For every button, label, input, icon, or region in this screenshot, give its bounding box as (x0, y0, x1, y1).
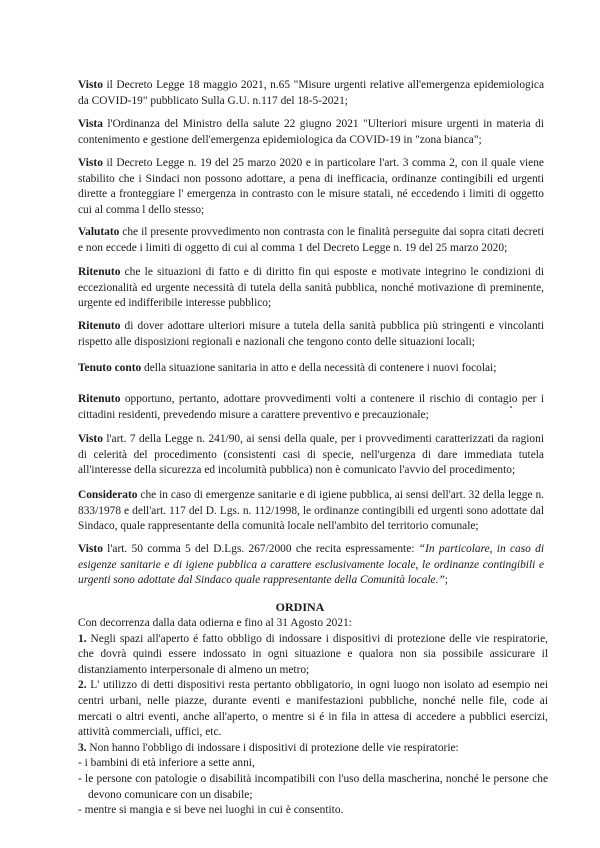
paragraph-lead: Visto (78, 543, 103, 555)
paragraph-lead: Ritenuto (78, 393, 121, 405)
paragraph-text: il Decreto Legge 18 maggio 2021, n.65 "Misure urgenti relative all'emergenza epidemiologica da COVID-19" pubblicato Sulla G.U. n.117 del 18-5-2021; (78, 79, 544, 107)
item-text: Negli spazi all'aperto é fatto obbligo di indossare i dispositivi di protezione delle vie respiratorie, che dovrà quindi essere indossato in ogni situazione e qualora non sia possibile assicurare il distanziamento interpersonale di almeno un metro; (78, 632, 548, 676)
paragraph-text: opportuno, pertanto, adottare provvedimenti volti a contenere il rischio di contagio per i cittadini residenti, prevedendo misure a carattere preventivo e precauzionale; (78, 393, 544, 421)
visto-paragraph-3 (78, 156, 544, 218)
paragraph-lead: Ritenuto (78, 266, 121, 278)
paragraph-tail: ; (444, 574, 448, 587)
item-text: L' utilizzo di detti dispositivi resta pertanto obbligatorio, in ogni luogo non isolato ad esempio nei centri urbani, nelle piazze, durante eventi e manifestazioni pubbliche, nonché nelle file, code ai mercati o altri eventi, anche all'aperto, o mentre si é in fila in attesa di accedere a pubblici esercizi, attività commerciali, uffici, etc. (78, 679, 548, 739)
visto-paragraph-267 (78, 542, 544, 589)
paragraph-text: l'art. 50 comma 5 del D.Lgs. 267/2000 che recita espressamente: (102, 543, 419, 555)
paragraph-lead: Valutato (78, 226, 120, 238)
paragraph-lead: Vista (78, 118, 103, 130)
ritenuto-paragraph-3 (78, 392, 544, 423)
exemption-disability: - le persone con patologie o disabilità incompatibili con l'uso della mascherina, nonché le persone che devono comunicare con un disabile; (78, 772, 548, 801)
paragraph-text: che le situazioni di fatto e di diritto fin qui esposte e motivate integrino le condizioni di eccezionalità ed urgente necessità di tutela della sanità pubblica, nonché motivazione di preminente, urgente ed indifferibile interesse pubblico; (78, 266, 544, 310)
ordina-heading: ORDINA (275, 600, 325, 614)
ordina-intro: Con decorrenza dalla data odierna e fino al 31 Agosto 2021: (78, 617, 352, 629)
paragraph-text: l'Ordinanza del Ministro della salute 22 giugno 2021 "Ulteriori misure urgenti in materia di contenimento e gestione dell'emergenza epidemiologica da COVID-19 in "zona bianca"; (78, 118, 544, 146)
paragraph-lead: Tenuto conto (78, 362, 142, 374)
visto-paragraph-1 (78, 78, 544, 109)
paragraph-lead: Ritenuto (78, 320, 121, 332)
paragraph-text: che il presente provvedimento non contrasta con le finalità perseguite dai sopra citati decreti e non eccede i limiti di oggetto di cui al comma 1 del Decreto Legge n. 19 del 25 marzo 2020; (78, 226, 544, 254)
vista-paragraph-2 (78, 117, 544, 148)
paragraph-lead: Considerato (78, 489, 138, 501)
paragraph-text: l'art. 7 della Legge n. 241/90, ai sensi della quale, per i provvedimenti caratterizzati da ragioni di celerità del procedimento (consistenti casi di specie, nell'urgenza di dare immediata tutela all'interesse della sicurezza ed incolumità pubblica) non è comunicato l'avvio del procedimento; (78, 433, 544, 477)
considerato-paragraph (78, 488, 544, 535)
ritenuto-paragraph-1 (78, 265, 544, 312)
ritenuto-paragraph-2 (78, 319, 544, 350)
item-text: Non hanno l'obbligo di indossare i dispositivi di protezione delle vie respiratorie: (86, 741, 459, 754)
quoted-law-text: “In particolare, in caso di esigenze sanitarie e di igiene pubblica a carattere esclusivamente locale, le ordinanze contingibili e urgenti sono adottate dal Sindaco quale rappresentante della Comunità locale.” (78, 543, 544, 587)
valutato-paragraph (78, 225, 544, 256)
visto-paragraph-241 (78, 432, 544, 479)
paragraph-lead: Visto (78, 433, 103, 445)
paragraph-lead: Visto (78, 157, 103, 169)
paragraph-text: della situazione sanitaria in atto e della necessità di contenere i nuovi focolai; (141, 362, 497, 374)
paragraph-text: di dover adottare ulteriori misure a tutela della sanità pubblica più stringenti e vincolanti rispetto alle disposizioni regionali e nazionali che tengono conto delle situazioni locali; (78, 320, 544, 348)
paragraph-text: il Decreto Legge n. 19 del 25 marzo 2020 e in particolare l'art. 3 comma 2, con il quale viene stabilito che i Sindaci non possono adottare, a pena di inefficacia, ordinanze contingibili ed urgenti dirette a fronteggiare l' emergenza in contrasto con le misure statali, né eccedendo i limiti di oggetto cui al comma l dello stesso; (78, 157, 544, 216)
scan-speck (510, 406, 512, 408)
exemption-children: - i bambini di età inferiore a sette anni, (78, 757, 255, 770)
tenuto-conto-paragraph (78, 361, 544, 377)
item-number: 3. (78, 741, 87, 754)
paragraph-text: che in caso di emergenze sanitarie e di igiene pubblica, ai sensi dell'art. 32 della legge n. 833/1978 e dell'art. 117 del D. Lgs. n. 112/1998, le ordinanze contingibili ed urgenti sono adottate dal Sindaco, quale rappresentante della comunità locale nell'ambito del territorio comunale; (78, 489, 544, 533)
paragraph-lead: Visto (78, 79, 103, 91)
exemption-eating: - mentre si mangia e si beve nei luoghi in cui è consentito. (78, 804, 344, 817)
ordina-section (78, 616, 548, 819)
ordina-item-1 (78, 632, 548, 679)
ordina-item-3 (78, 741, 548, 757)
ordina-item-2 (78, 678, 548, 740)
item-number: 2. (78, 679, 87, 692)
item-number: 1. (78, 632, 87, 645)
